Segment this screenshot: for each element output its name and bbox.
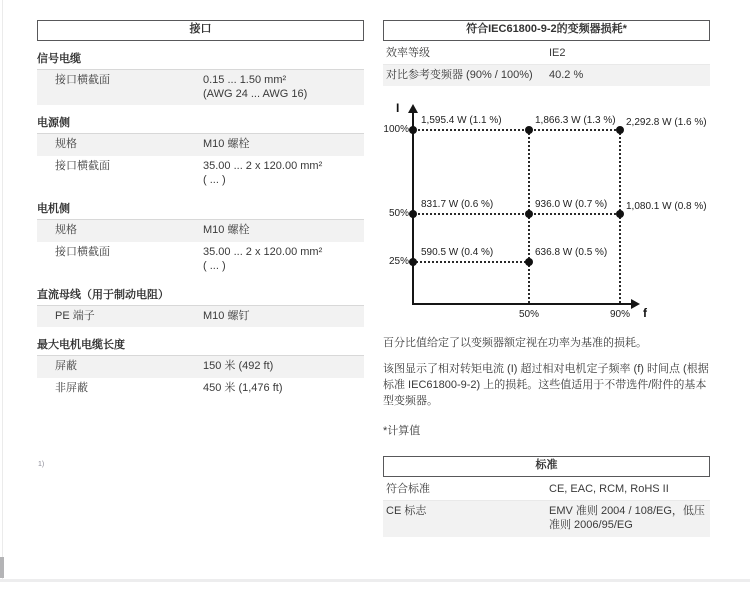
section-header-dc-link: 直流母线（用于制动电阻） bbox=[37, 282, 364, 306]
x-tick-90: 90% bbox=[609, 309, 630, 321]
page-footnote-marker: 1) bbox=[38, 461, 45, 468]
row-value bbox=[203, 245, 364, 274]
x-axis-arrow-icon bbox=[631, 299, 640, 309]
section-header-motor-side: 电机侧 bbox=[37, 196, 364, 220]
table-row bbox=[383, 501, 710, 537]
row-value: IE2 bbox=[549, 46, 566, 59]
row-label: 接口横截面 bbox=[55, 159, 110, 172]
data-point bbox=[525, 126, 533, 134]
data-point bbox=[616, 126, 624, 134]
standards-table-title: 标准 bbox=[383, 456, 710, 477]
row-value bbox=[203, 159, 364, 188]
row-label: 非屏蔽 bbox=[55, 381, 88, 394]
gridline-h-25 bbox=[413, 261, 529, 263]
section-header-signal-cable: 信号电缆 bbox=[37, 46, 364, 70]
table-row bbox=[383, 65, 710, 86]
scrollbar-thumb[interactable] bbox=[0, 557, 4, 578]
table-row bbox=[383, 43, 710, 65]
point-label: 2,292.8 W (1.6 %) bbox=[626, 117, 707, 129]
page-bottom-border bbox=[0, 579, 750, 582]
x-axis-line bbox=[412, 303, 634, 305]
row-value: 40.2 % bbox=[549, 69, 584, 82]
point-label: 636.8 W (0.5 %) bbox=[535, 247, 608, 259]
section-header-line-side: 电源侧 bbox=[37, 110, 364, 134]
row-value-line2: (AWG 24 ... AWG 16) bbox=[203, 88, 308, 101]
row-label: 接口横截面 bbox=[55, 245, 110, 258]
table-row bbox=[37, 306, 364, 327]
row-value: CE, EAC, RCM, RoHS II bbox=[549, 482, 669, 495]
row-value: EMV 准则 2004 / 108/EG，低压准则 2006/95/EG bbox=[549, 505, 705, 532]
row-value: 150 米 (492 ft) bbox=[203, 360, 274, 373]
row-label: PE 端子 bbox=[55, 310, 95, 323]
gridline-h-100 bbox=[413, 129, 620, 131]
point-label: 831.7 W (0.6 %) bbox=[421, 199, 494, 211]
x-tick-50: 50% bbox=[518, 309, 539, 321]
point-label: 590.5 W (0.4 %) bbox=[421, 247, 494, 259]
y-axis-line bbox=[412, 112, 414, 304]
row-value-line2: ( ... ) bbox=[203, 259, 226, 272]
chart-note-1: 百分比值给定了以变频器额定视在功率为基准的损耗。 bbox=[383, 337, 647, 350]
row-value-line1: 35.00 ... 2 x 120.00 mm² bbox=[203, 159, 323, 172]
point-label: 1,866.3 W (1.3 %) bbox=[535, 115, 616, 127]
data-point bbox=[525, 210, 533, 218]
chart-note-2: 该图显示了相对转矩电流 (I) 超过相对电机定子频率 (f) 时间点 (根据标准 IEC61800-9-2) 上的损耗。这些值适用于不带选件/附件的基本型变频器。 bbox=[383, 363, 709, 408]
row-value: 450 米 (1,476 ft) bbox=[203, 381, 283, 394]
table-row bbox=[383, 479, 710, 501]
row-label: 效率等级 bbox=[386, 46, 430, 59]
table-row bbox=[37, 156, 364, 192]
standards-table bbox=[383, 456, 710, 537]
data-point bbox=[409, 126, 417, 134]
row-value: M10 螺栓 bbox=[203, 224, 250, 237]
interface-table bbox=[37, 20, 364, 399]
row-label: 规格 bbox=[55, 138, 77, 151]
row-value-line2: ( ... ) bbox=[203, 173, 226, 186]
row-label: CE 标志 bbox=[386, 505, 427, 518]
page-left-border bbox=[2, 0, 3, 579]
row-label: 接口横截面 bbox=[55, 73, 110, 86]
y-axis-label: I bbox=[396, 101, 400, 116]
row-label: 屏蔽 bbox=[55, 360, 77, 373]
row-value-line1: 35.00 ... 2 x 120.00 mm² bbox=[203, 245, 323, 258]
row-value: M10 螺钉 bbox=[203, 310, 250, 323]
row-value-line1: 0.15 ... 1.50 mm² bbox=[203, 73, 287, 86]
table-row bbox=[37, 378, 364, 399]
row-label: 符合标准 bbox=[386, 482, 430, 495]
row-value bbox=[203, 73, 364, 102]
data-point bbox=[616, 210, 624, 218]
y-tick-100: 100% bbox=[383, 124, 409, 136]
point-label: 1,595.4 W (1.1 %) bbox=[421, 115, 502, 127]
losses-section bbox=[383, 20, 710, 537]
row-label: 对比参考变频器 (90% / 100%) bbox=[386, 69, 533, 82]
calculated-value-footnote: *计算值 bbox=[383, 425, 421, 438]
table-row bbox=[37, 220, 364, 241]
y-tick-50: 50% bbox=[388, 208, 409, 220]
x-axis-label: f bbox=[643, 306, 647, 321]
table-row bbox=[37, 356, 364, 377]
data-point bbox=[409, 210, 417, 218]
data-point bbox=[525, 258, 533, 266]
point-label: 1,080.1 W (0.8 %) bbox=[626, 201, 707, 213]
point-label: 936.0 W (0.7 %) bbox=[535, 199, 608, 211]
interface-table-title: 接口 bbox=[37, 20, 364, 41]
table-row bbox=[37, 70, 364, 106]
table-row bbox=[37, 242, 364, 278]
row-value: M10 螺栓 bbox=[203, 138, 250, 151]
data-point bbox=[409, 258, 417, 266]
row-label: 规格 bbox=[55, 224, 77, 237]
y-tick-25: 25% bbox=[388, 256, 409, 268]
section-header-max-cable-length: 最大电机电缆长度 bbox=[37, 332, 364, 356]
gridline-h-50 bbox=[413, 213, 620, 215]
losses-table-title: 符合IEC61800-9-2的变频器损耗* bbox=[383, 20, 710, 41]
table-row bbox=[37, 134, 364, 155]
losses-chart bbox=[383, 98, 710, 326]
